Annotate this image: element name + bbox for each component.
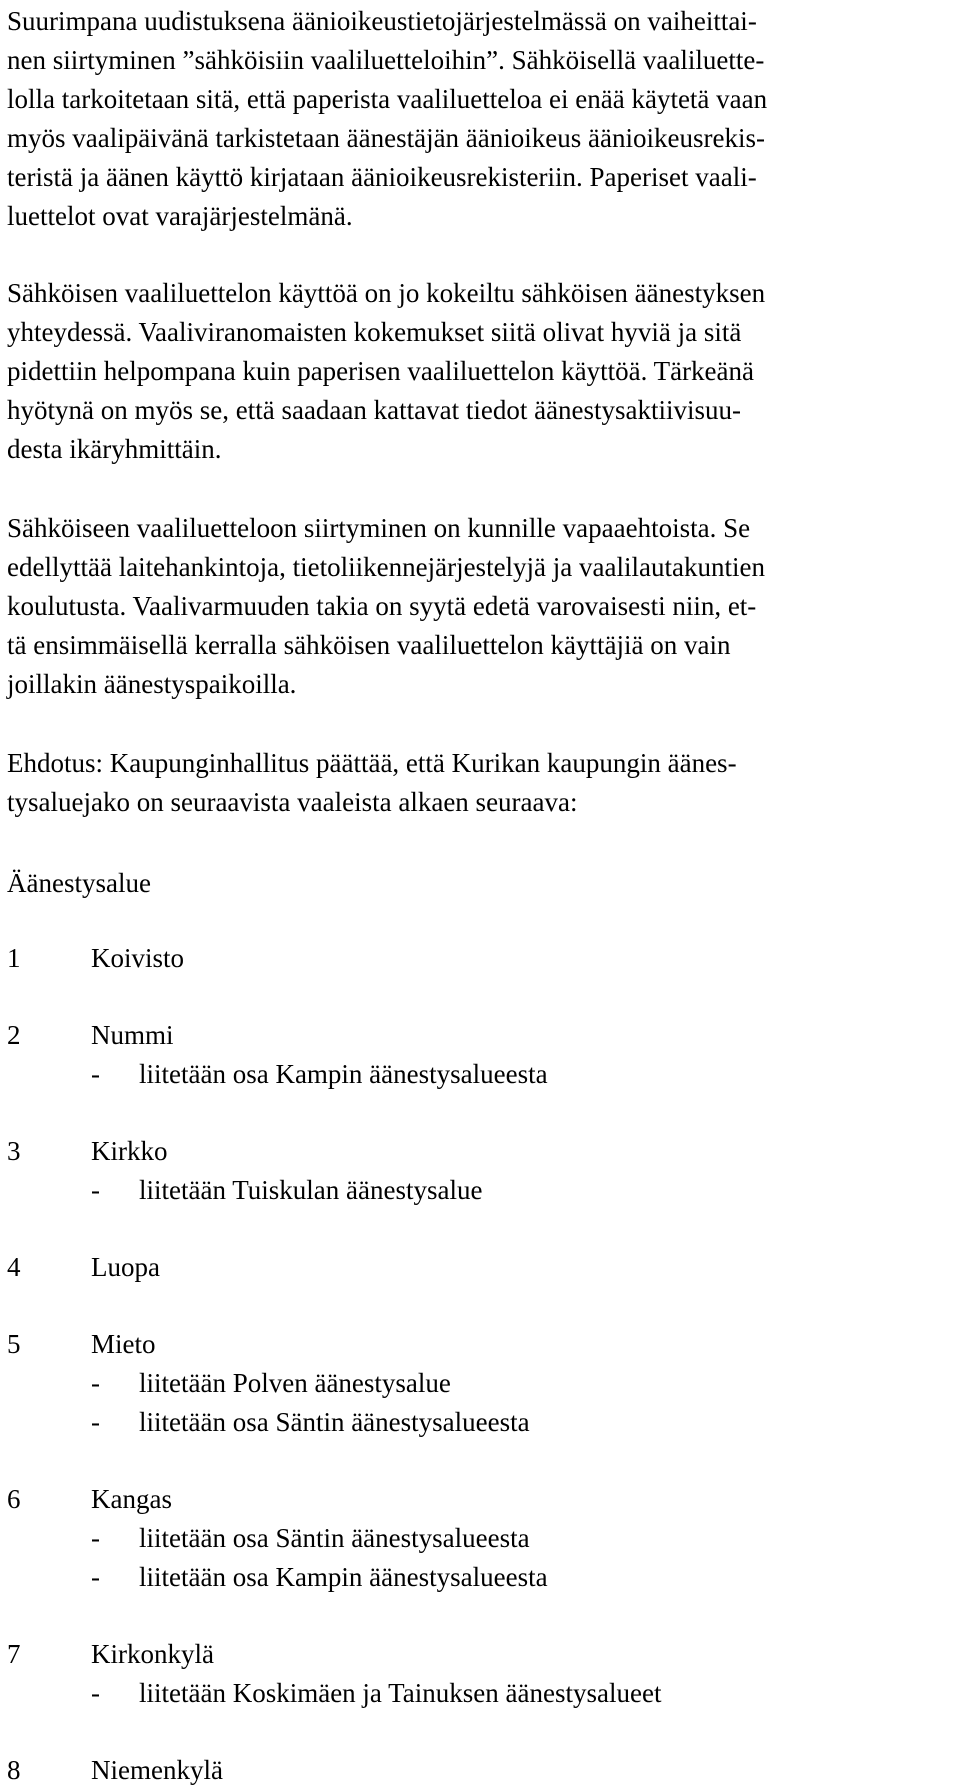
dash-bullet: - bbox=[91, 1175, 100, 1205]
merged-area-text: liitetään osa Säntin äänestysalueesta bbox=[139, 1523, 530, 1553]
dash-bullet: - bbox=[91, 1407, 100, 1437]
voting-area-name: Niemenkylä bbox=[91, 1755, 223, 1785]
text-line: joillakin äänestyspaikoilla. bbox=[7, 669, 297, 699]
paragraph-trial-experience bbox=[7, 274, 953, 469]
merged-area-line bbox=[7, 1519, 953, 1558]
voting-area-list bbox=[7, 939, 953, 1790]
voting-area-number: 6 bbox=[7, 1484, 21, 1514]
merged-area-text: liitetään osa Kampin äänestysalueesta bbox=[139, 1059, 548, 1089]
dash-bullet: - bbox=[91, 1368, 100, 1398]
text-line: Sähköisen vaaliluettelon käyttöä on jo kokeiltu sähköisen äänestyksen bbox=[7, 278, 766, 308]
merged-area-line bbox=[7, 1403, 953, 1442]
voting-area-heading: Äänestysalue bbox=[7, 868, 151, 898]
voting-area-item bbox=[7, 1016, 953, 1094]
voting-area-number: 8 bbox=[7, 1755, 21, 1785]
voting-area-name: Luopa bbox=[91, 1252, 160, 1282]
merged-area-line bbox=[7, 1171, 953, 1210]
voting-area-item bbox=[7, 1248, 953, 1287]
voting-area-number: 1 bbox=[7, 943, 21, 973]
text-line: Suurimpana uudistuksena äänioikeustietojärjestelmässä on vaiheittai- bbox=[7, 6, 757, 36]
text-line: luettelot ovat varajärjestelmänä. bbox=[7, 201, 353, 231]
text-line: desta ikäryhmittäin. bbox=[7, 434, 222, 464]
text-line: teristä ja äänen käyttö kirjataan äänioikeusrekisteriin. Paperiset vaali- bbox=[7, 162, 757, 192]
paragraph-electronic-voter-list-intro bbox=[7, 2, 953, 236]
voting-area-name: Koivisto bbox=[91, 943, 185, 973]
voting-area-name: Nummi bbox=[91, 1020, 174, 1050]
voting-area-name: Kirkonkylä bbox=[91, 1639, 214, 1669]
paragraph-proposal bbox=[7, 744, 953, 822]
paragraph-voluntary-transition bbox=[7, 509, 953, 704]
merged-area-text: liitetään osa Säntin äänestysalueesta bbox=[139, 1407, 530, 1437]
voting-area-item bbox=[7, 1325, 953, 1442]
text-line: lolla tarkoitetaan sitä, että paperista vaaliluetteloa ei enää käytetä vaan bbox=[7, 84, 768, 114]
text-line: Ehdotus: Kaupunginhallitus päättää, että Kurikan kaupungin äänes- bbox=[7, 748, 737, 778]
text-line: nen siirtyminen ”sähköisiin vaaliluetteloihin”. Sähköisellä vaaliluette- bbox=[7, 45, 765, 75]
voting-area-number: 3 bbox=[7, 1136, 21, 1166]
voting-area-number: 5 bbox=[7, 1329, 21, 1359]
text-line: tä ensimmäisellä kerralla sähköisen vaaliluettelon käyttäjiä on vain bbox=[7, 630, 731, 660]
text-line: myös vaalipäivänä tarkistetaan äänestäjän äänioikeus äänioikeusrekis- bbox=[7, 123, 765, 153]
dash-bullet: - bbox=[91, 1059, 100, 1089]
voting-area-item bbox=[7, 1480, 953, 1597]
voting-area-name: Kirkko bbox=[91, 1136, 168, 1166]
merged-area-line bbox=[7, 1674, 953, 1713]
voting-area-item bbox=[7, 1751, 953, 1790]
voting-area-item bbox=[7, 1132, 953, 1210]
voting-area-name: Kangas bbox=[91, 1484, 172, 1514]
dash-bullet: - bbox=[91, 1523, 100, 1553]
text-line: hyötynä on myös se, että saadaan kattavat tiedot äänestysaktiivisuu- bbox=[7, 395, 742, 425]
dash-bullet: - bbox=[91, 1562, 100, 1592]
text-line: edellyttää laitehankintoja, tietoliikennejärjestelyjä ja vaalilautakuntien bbox=[7, 552, 765, 582]
merged-area-line bbox=[7, 1558, 953, 1597]
text-line: koulutusta. Vaalivarmuuden takia on syytä edetä varovaisesti niin, et- bbox=[7, 591, 757, 621]
voting-area-name: Mieto bbox=[91, 1329, 156, 1359]
voting-area-number: 7 bbox=[7, 1639, 21, 1669]
merged-area-text: liitetään Koskimäen ja Tainuksen äänestysalueet bbox=[139, 1678, 662, 1708]
text-line: Sähköiseen vaaliluetteloon siirtyminen on kunnille vapaaehtoista. Se bbox=[7, 513, 751, 543]
text-line: yhteydessä. Vaaliviranomaisten kokemukset siitä olivat hyviä ja sitä bbox=[7, 317, 742, 347]
voting-area-item bbox=[7, 939, 953, 978]
document-page bbox=[7, 2, 953, 1790]
merged-area-line bbox=[7, 1364, 953, 1403]
merged-area-text: liitetään Tuiskulan äänestysalue bbox=[139, 1175, 483, 1205]
dash-bullet: - bbox=[91, 1678, 100, 1708]
voting-area-item bbox=[7, 1635, 953, 1713]
merged-area-text: liitetään osa Kampin äänestysalueesta bbox=[139, 1562, 548, 1592]
text-line: tysaluejako on seuraavista vaaleista alkaen seuraava: bbox=[7, 787, 578, 817]
text-line: pidettiin helpompana kuin paperisen vaaliluettelon käyttöä. Tärkeänä bbox=[7, 356, 754, 386]
merged-area-line bbox=[7, 1055, 953, 1094]
voting-area-number: 2 bbox=[7, 1020, 21, 1050]
voting-area-number: 4 bbox=[7, 1252, 21, 1282]
merged-area-text: liitetään Polven äänestysalue bbox=[139, 1368, 451, 1398]
